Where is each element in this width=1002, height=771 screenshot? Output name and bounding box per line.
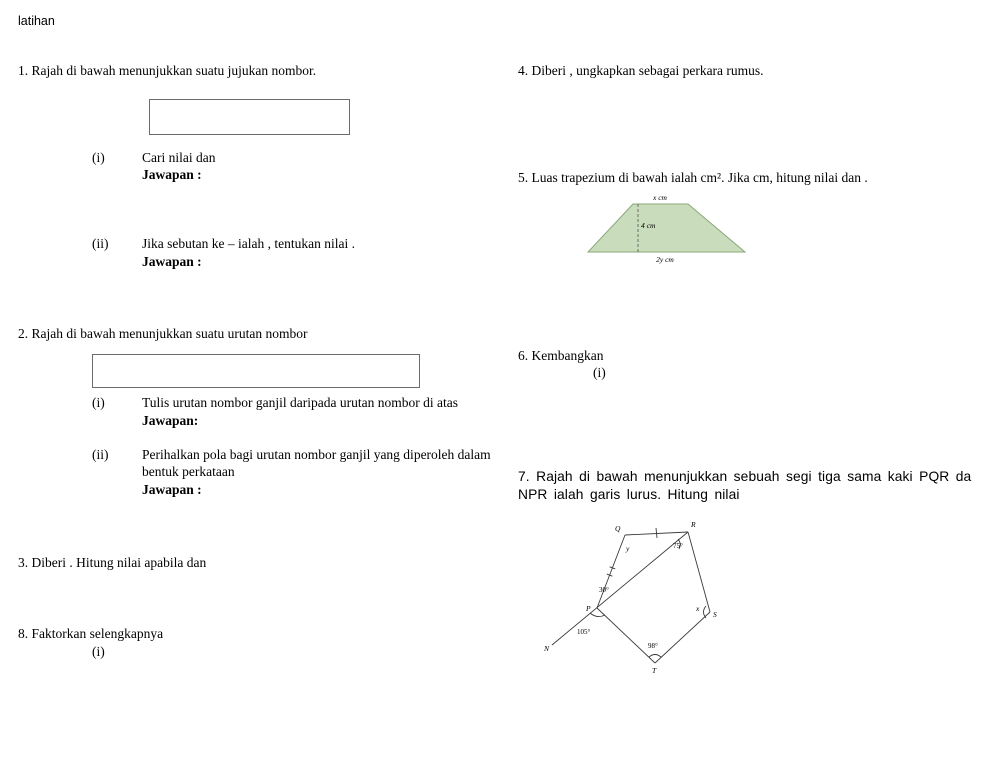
question-8-text: 8. Faktorkan selengkapnya	[18, 626, 164, 641]
trapezium-bottom-label: 2y cm	[656, 255, 674, 264]
page-title: latihan	[18, 14, 55, 28]
question-7-text-line1: 7. Rajah di bawah menunjukkan sebuah segi tiga sama kaki PQR da	[518, 469, 972, 484]
label-angle-30: 30°	[599, 586, 609, 594]
label-angle-98: 98°	[648, 642, 658, 650]
question-2-item-i-label: (i)	[92, 395, 105, 410]
question-1-item-ii-label: (ii)	[92, 236, 109, 251]
triangle-figure-lines	[552, 528, 710, 663]
label-N: N	[544, 644, 550, 653]
question-1-item-ii-answer-label: Jawapan :	[142, 254, 202, 269]
tick-QR	[656, 528, 657, 538]
question-1-item-ii-text: Jika sebutan ke – ialah , tentukan nilai .	[142, 236, 355, 251]
trapezium-height-label: 4 cm	[641, 221, 656, 230]
trapezium-shape	[588, 204, 745, 252]
label-angle-x: x	[696, 604, 700, 613]
question-1-text: 1. Rajah di bawah menunjukkan suatu jujukan nombor.	[18, 63, 317, 78]
label-angle-75: 75°	[673, 542, 683, 550]
trapezium-top-label: x cm	[653, 193, 667, 202]
question-1-item-i-answer-label: Jawapan :	[142, 167, 202, 182]
line-PT	[597, 608, 655, 663]
question-6-text: 6. Kembangkan	[518, 348, 604, 363]
question-2-item-i-answer-label: Jawapan:	[142, 413, 199, 428]
line-QP	[597, 535, 625, 608]
angle-arc-T	[649, 655, 661, 658]
label-Q: Q	[615, 524, 621, 533]
question-8-item-i-label: (i)	[92, 644, 105, 659]
question-5-text: 5. Luas trapezium di bawah ialah cm². Jika cm, hitung nilai dan .	[518, 170, 868, 185]
question-2-diagram-box	[92, 354, 420, 388]
question-4-text: 4. Diberi , ungkapkan sebagai perkara rumus.	[518, 63, 764, 78]
label-R: R	[691, 520, 696, 529]
question-2-text: 2. Rajah di bawah menunjukkan suatu urutan nombor	[18, 326, 308, 341]
label-S: S	[713, 610, 717, 619]
question-6-item-i-label: (i)	[593, 365, 606, 380]
line-SR	[688, 532, 710, 612]
question-3-text: 3. Diberi . Hitung nilai apabila dan	[18, 555, 207, 570]
question-2-item-i-text: Tulis urutan nombor ganjil daripada urutan nombor di atas	[142, 395, 458, 410]
trapezium-figure	[576, 190, 761, 265]
label-angle-y: y	[626, 544, 630, 553]
question-1-item-i-label: (i)	[92, 150, 105, 165]
label-angle-105: 105°	[577, 628, 591, 636]
question-1-item-i-text: Cari nilai dan	[142, 150, 216, 165]
question-7-text-line2: NPR ialah garis lurus. Hitung nilai	[518, 487, 740, 502]
question-1-diagram-box	[149, 99, 350, 135]
question-2-item-ii-label: (ii)	[92, 447, 109, 462]
line-TS	[655, 612, 710, 663]
label-P: P	[586, 604, 591, 613]
triangle-figure	[530, 515, 750, 685]
question-2-item-ii-answer-label: Jawapan :	[142, 482, 202, 497]
question-2-item-ii-text: Perihalkan pola bagi urutan nombor ganjil yang diperoleh dalam bentuk perkataan	[142, 447, 491, 479]
label-T: T	[652, 666, 657, 675]
